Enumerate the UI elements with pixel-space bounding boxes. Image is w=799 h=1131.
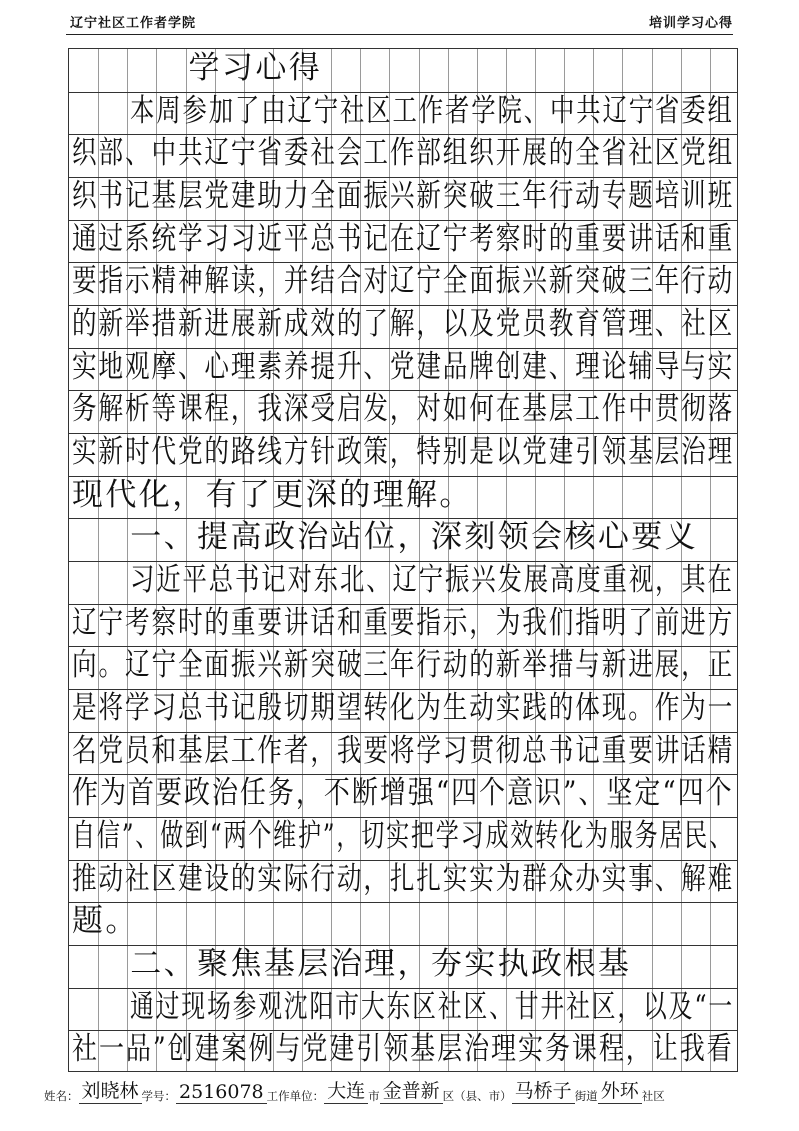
text-line: 要指示精神解读，并结合对辽宁全面振兴新突破三年行动 [72,263,735,300]
text-line: 辽宁考察时的重要讲话和重要指示，为我们指明了前进方 [72,604,735,641]
text-line: 名党员和基层工作者，我要将学习贯彻总书记重要讲话精 [72,732,735,769]
text-line: 织书记基层党建助力全面振兴新突破三年行动专题培训班 [72,178,735,214]
text-line: 自信”、做到“两个维护”，切实把学习成效转化为服务居民、 [72,818,734,854]
header-doc-type: 培训学习心得 [648,16,733,31]
text-line: 务解析等课程，我深受启发，对如何在基层工作中贯彻落 [72,391,735,428]
header-org-name: 辽宁社区工作者学院 [70,16,197,31]
name-label: 姓名： [44,1089,79,1103]
header-divider [66,34,733,35]
student-id-label: 学号： [141,1089,177,1103]
text-line: 二、聚焦基层治理，夯实执政根基 [130,946,632,982]
text-line: 本周参加了由辽宁社区工作者学院、中共辽宁省委组 [130,92,735,129]
name-value: 刘晓林 [79,1076,142,1104]
text-line: 一、提高政治站位，深刻领会核心要义 [130,519,699,556]
street-value: 马桥子 [512,1076,575,1104]
text-line: 通过系统学习习近平总书记在辽宁考察时的重要讲话和重 [72,220,735,257]
footer-info [44,1078,755,1104]
community-value: 外环 [598,1076,642,1104]
text-line: 织部、中共辽宁省委社会工作部组织开展的全省社区党组 [72,135,735,172]
text-line: 通过现场参观沈阳市大东区社区、甘井社区，以及“一 [130,988,735,1025]
text-line: 题。 [72,903,139,940]
district-value: 金普新 [380,1076,443,1104]
student-id-value: 2516078 [176,1081,267,1104]
text-line: 的新举措新进展新成效的了解，以及党员教育管理、社区 [72,306,735,342]
text-line: 实地观摩、心理素养提升、党建品牌创建、理论辅导与实 [72,348,735,385]
district-suffix: 区（县、市） [442,1089,512,1103]
text-line: 推动社区建设的实际行动，扎扎实实为群众办实事、解难 [72,860,735,897]
city-value: 大连 [324,1076,368,1104]
text-line: 现代化，有了更深的理解。 [72,476,473,513]
text-line: 是将学习总书记殷切期望转化为生动实践的体现。作为一 [72,690,735,726]
text-line: 向。辽宁全面振兴新突破三年行动的新举措与新进展，正 [72,647,735,684]
text-line: 习近平总书记对东北、辽宁振兴发展高度重视，其在 [130,562,735,598]
text-line: 社一品”创建案例与党建引领基层治理实务课程，让我看 [72,1031,734,1068]
community-suffix: 社区 [641,1089,665,1103]
city-suffix: 市 [368,1089,380,1103]
work-unit-label: 工作单位： [266,1089,325,1103]
text-line: 作为首要政治任务，不断增强“四个意识”、坚定“四个 [72,775,734,812]
street-suffix: 街道 [574,1089,598,1103]
text-line: 实新时代党的路线方针政策，特别是以党建引领基层治理 [72,434,735,470]
text-line: 学习心得 [188,50,323,86]
